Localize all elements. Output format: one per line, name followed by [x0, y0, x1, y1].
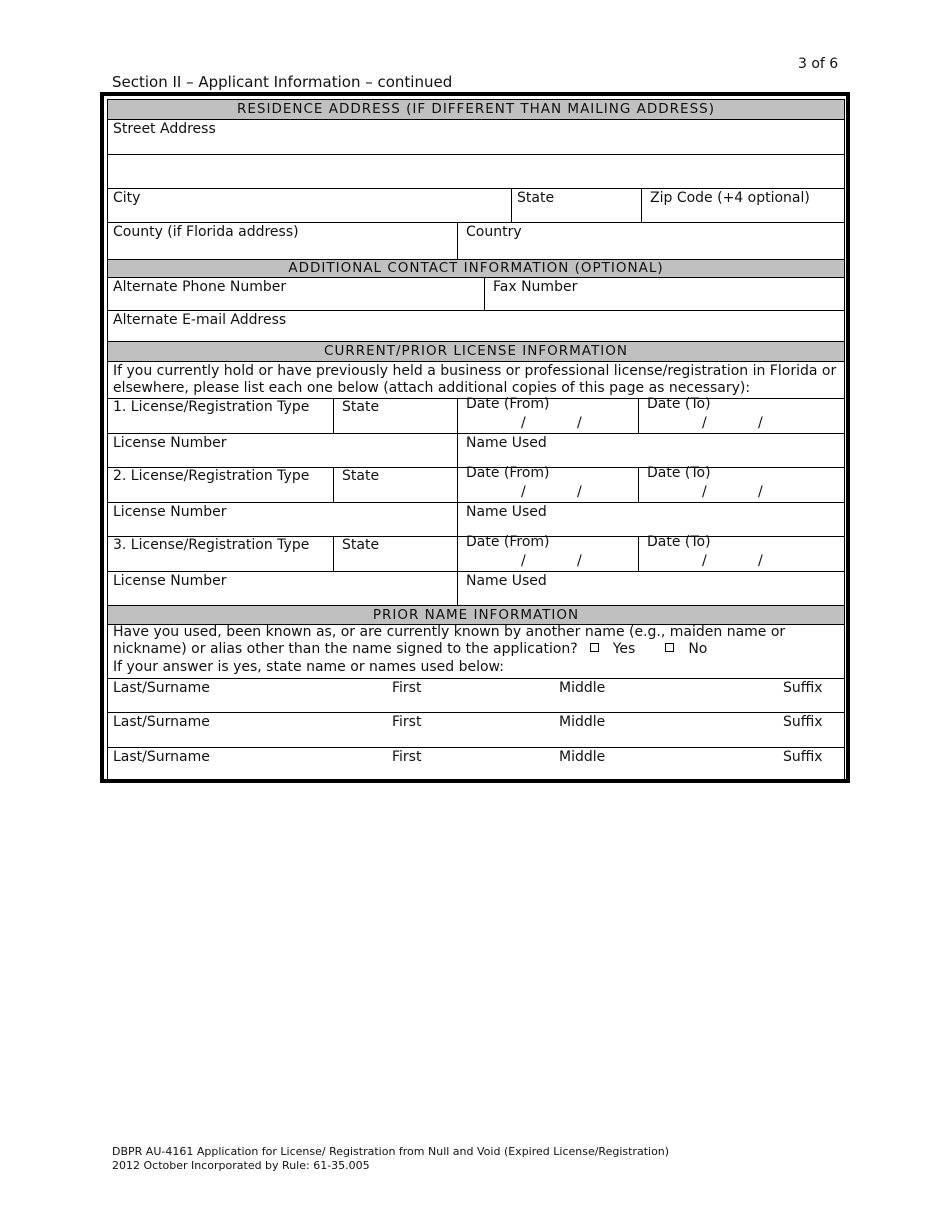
suffix-label: Suffix — [783, 749, 823, 765]
country-label: Country — [466, 224, 522, 240]
license-date-to-3-label: Date (To) — [647, 534, 711, 550]
applicant-form — [100, 92, 850, 783]
license-date-to-1-field[interactable] — [638, 396, 844, 433]
county-field[interactable] — [108, 223, 457, 259]
footer-rule: 2012 October Incorporated by Rule: 61-35.005 — [112, 1159, 370, 1172]
zip-code-field[interactable] — [641, 189, 844, 222]
prior-name-header: PRIOR NAME INFORMATION — [108, 606, 844, 625]
middle-name-label: Middle — [559, 680, 606, 696]
city-field[interactable] — [108, 189, 511, 222]
name-used-3-label: Name Used — [466, 573, 547, 589]
street-address-field[interactable] — [108, 120, 844, 155]
license-type-2-label: 2. License/Registration Type — [113, 468, 310, 484]
name-used-1-field[interactable] — [457, 434, 844, 467]
date-separator: / — [521, 553, 526, 569]
first-name-label: First — [392, 714, 422, 730]
license-date-to-2-label: Date (To) — [647, 465, 711, 481]
name-used-1-label: Name Used — [466, 435, 547, 451]
yes-checkbox[interactable] — [590, 643, 599, 652]
county-country-row — [108, 223, 844, 260]
fax-number-label: Fax Number — [493, 279, 578, 295]
middle-name-label: Middle — [559, 749, 606, 765]
license-number-3-field[interactable] — [108, 572, 457, 605]
no-label: No — [688, 641, 708, 657]
date-separator: / — [702, 415, 707, 431]
city-label: City — [113, 190, 141, 206]
state-field[interactable] — [511, 189, 641, 222]
date-separator: / — [758, 415, 763, 431]
license-state-2-label: State — [342, 468, 380, 484]
license-number-3-row — [108, 572, 844, 606]
license-type-3-field[interactable] — [108, 537, 333, 571]
suffix-label: Suffix — [783, 680, 823, 696]
county-label: County (if Florida address) — [113, 224, 299, 240]
prior-name-question — [108, 625, 844, 679]
form-table — [107, 99, 845, 781]
license-state-3-label: State — [342, 537, 380, 553]
date-separator: / — [577, 415, 582, 431]
last-name-label: Last/Surname — [113, 749, 210, 765]
license-date-to-1-label: Date (To) — [647, 396, 711, 412]
state-label: State — [517, 190, 555, 206]
date-separator: / — [702, 484, 707, 500]
street-address-label: Street Address — [113, 121, 216, 137]
alternate-phone-field[interactable] — [108, 278, 484, 310]
license-date-from-1-field[interactable] — [457, 396, 638, 433]
license-intro — [108, 362, 844, 399]
country-field[interactable] — [457, 223, 844, 259]
date-separator: / — [702, 553, 707, 569]
last-name-label: Last/Surname — [113, 680, 210, 696]
date-separator: / — [758, 553, 763, 569]
date-separator: / — [521, 484, 526, 500]
page-number: 3 of 6 — [798, 56, 839, 72]
prior-name-instruction: If your answer is yes, state name or names used below: — [113, 659, 504, 675]
license-state-1-label: State — [342, 399, 380, 415]
form-footer — [112, 1145, 669, 1173]
middle-name-label: Middle — [559, 714, 606, 730]
license-entry-1-row — [108, 396, 844, 434]
name-used-2-label: Name Used — [466, 504, 547, 520]
license-state-1-field[interactable] — [333, 399, 457, 433]
fax-number-field[interactable] — [484, 278, 844, 310]
license-number-1-field[interactable] — [108, 434, 457, 467]
alternate-email-label: Alternate E-mail Address — [113, 312, 287, 328]
section-title: Section II – Applicant Information – continued — [112, 73, 453, 91]
date-separator: / — [577, 553, 582, 569]
license-type-1-field[interactable] — [108, 399, 333, 433]
zip-code-label: Zip Code (+4 optional) — [650, 190, 810, 206]
license-number-2-row — [108, 503, 844, 537]
license-type-2-field[interactable] — [108, 468, 333, 502]
license-date-to-2-field[interactable] — [638, 465, 844, 502]
license-number-3-label: License Number — [113, 573, 227, 589]
license-type-1-label: 1. License/Registration Type — [113, 399, 310, 415]
license-state-2-field[interactable] — [333, 468, 457, 502]
alternate-phone-label: Alternate Phone Number — [113, 279, 287, 295]
additional-contact-header: ADDITIONAL CONTACT INFORMATION (OPTIONAL) — [108, 260, 844, 278]
prior-name-row[interactable] — [108, 748, 844, 780]
license-date-from-2-label: Date (From) — [466, 465, 550, 481]
prior-name-row[interactable] — [108, 679, 844, 713]
name-used-3-field[interactable] — [457, 572, 844, 605]
date-separator: / — [758, 484, 763, 500]
license-number-2-label: License Number — [113, 504, 227, 520]
prior-name-row[interactable] — [108, 713, 844, 748]
license-date-to-3-field[interactable] — [638, 534, 844, 571]
license-date-from-3-field[interactable] — [457, 534, 638, 571]
prior-name-question-line-1: Have you used, been known as, or are currently known by another name (e.g., maiden name or — [113, 624, 786, 640]
license-date-from-1-label: Date (From) — [466, 396, 550, 412]
license-entry-3-row — [108, 534, 844, 572]
prior-name-question-text: nickname) or alias other than the name signed to the application? — [113, 641, 578, 657]
yes-label: Yes — [612, 641, 636, 657]
suffix-label: Suffix — [783, 714, 823, 730]
name-used-2-field[interactable] — [457, 503, 844, 536]
license-date-from-3-label: Date (From) — [466, 534, 550, 550]
license-number-1-row — [108, 434, 844, 468]
license-intro-line-2: elsewhere, please list each one below (attach additional copies of this page as necessary): — [113, 380, 751, 396]
street-address-line-2[interactable] — [108, 155, 844, 189]
city-state-zip-row — [108, 189, 844, 223]
license-number-2-field[interactable] — [108, 503, 457, 536]
alternate-email-field[interactable] — [108, 311, 844, 342]
phone-fax-row — [108, 278, 844, 311]
license-entry-2-row — [108, 465, 844, 503]
first-name-label: First — [392, 749, 422, 765]
license-intro-line-1: If you currently hold or have previously held a business or professional license/registration in Florida or — [113, 363, 837, 379]
residence-address-header: RESIDENCE ADDRESS (IF DIFFERENT THAN MAILING ADDRESS) — [108, 100, 844, 120]
no-checkbox[interactable] — [665, 643, 674, 652]
prior-name-question-line-2 — [113, 641, 707, 657]
license-date-from-2-field[interactable] — [457, 465, 638, 502]
footer-form-id: DBPR AU-4161 Application for License/ Registration from Null and Void (Expired License/Registration) — [112, 1145, 670, 1158]
first-name-label: First — [392, 680, 422, 696]
license-type-3-label: 3. License/Registration Type — [113, 537, 310, 553]
license-info-header: CURRENT/PRIOR LICENSE INFORMATION — [108, 342, 844, 362]
license-state-3-field[interactable] — [333, 537, 457, 571]
date-separator: / — [521, 415, 526, 431]
date-separator: / — [577, 484, 582, 500]
last-name-label: Last/Surname — [113, 714, 210, 730]
license-number-1-label: License Number — [113, 435, 227, 451]
